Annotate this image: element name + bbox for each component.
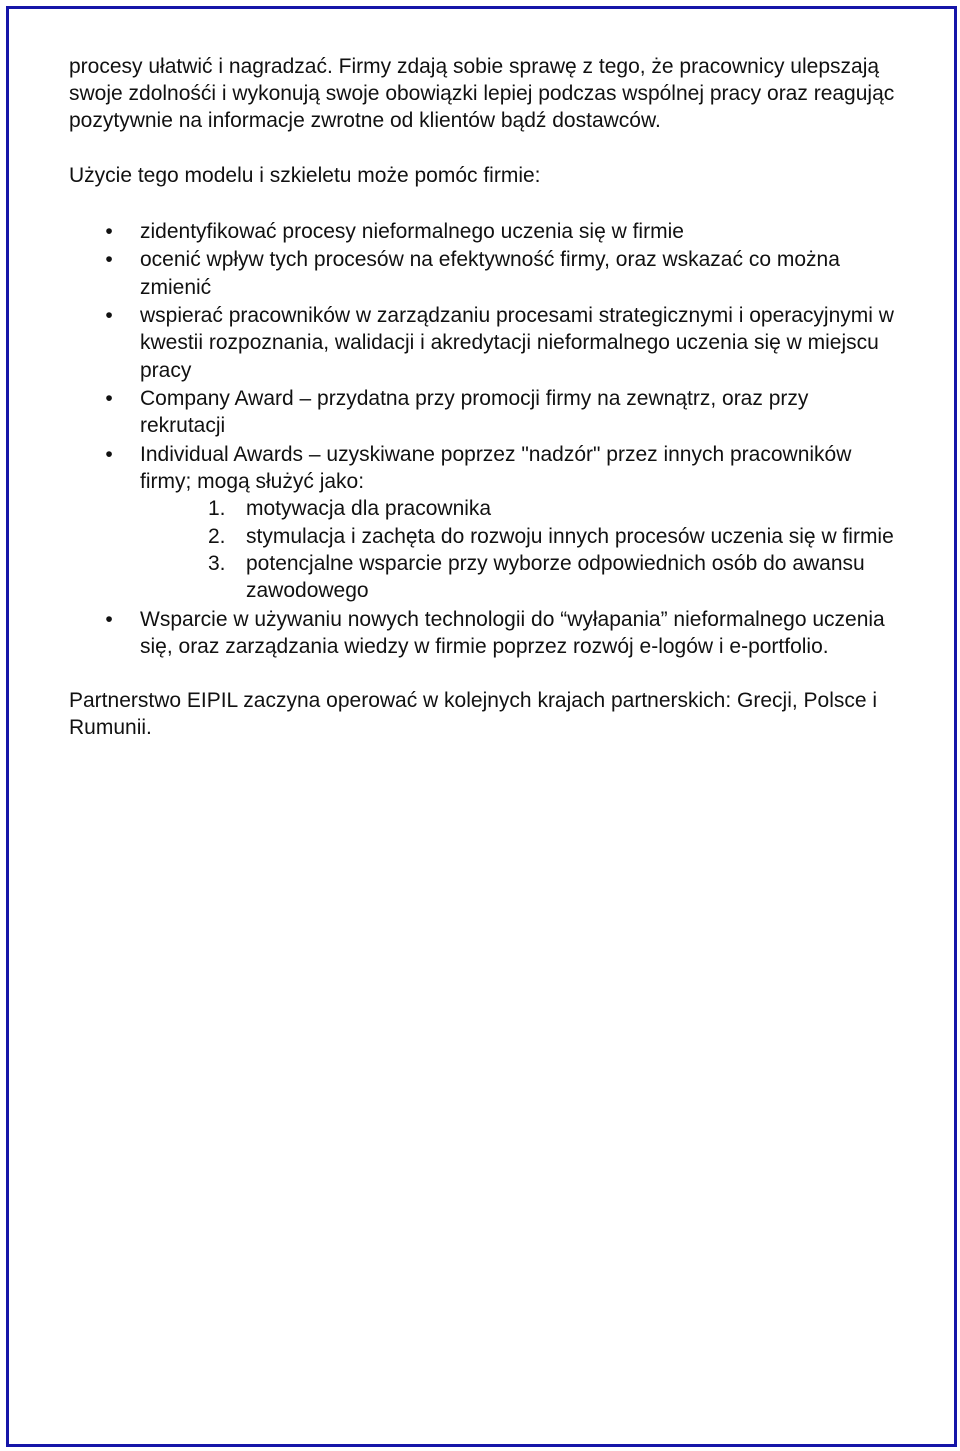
closing-paragraph: Partnerstwo EIPIL zaczyna operować w kolejnych krajach partnerskich: Grecji, Polsce i Rumunii. — [69, 689, 878, 740]
benefits-list — [69, 218, 899, 660]
list-item-text: Individual Awards – uzyskiwane poprzez "nadzór" przez innych pracowników firmy; mogą służyć jako: — [140, 443, 852, 494]
awards-uses-list — [140, 495, 899, 604]
item-number: 1. — [208, 497, 226, 521]
bullet-icon: • — [105, 443, 113, 466]
numbered-item — [140, 523, 899, 550]
list-item — [69, 441, 899, 604]
list-item-text: zidentyfikować procesy nieformalnego uczenia się w firmie — [140, 219, 684, 243]
intro-paragraph: procesy ułatwić i nagradzać. Firmy zdają sobie sprawę z tego, że pracownicy ulepszają swoje zdolnośći i wykonują swoje obowiązki lepiej podczas wspólnej pracy oraz reagując pozytywnie na informacje zwrotne od klientów bądź dostawców. — [69, 55, 895, 133]
item-number: 3. — [208, 551, 226, 575]
numbered-item-text: potencjalne wsparcie przy wyborze odpowiednich osób do awansu zawodowego — [246, 551, 865, 603]
list-item-text: Wsparcie w używaniu nowych technologii do “wyłapania” nieformalnego uczenia się, oraz zarządzania wiedzy w firmie poprzez rozwój e-logów i e-portfolio. — [140, 607, 885, 658]
list-item-text: Company Award – przydatna przy promocji firmy na zewnątrz, oraz przy rekrutacji — [140, 387, 809, 438]
bullet-icon: • — [105, 387, 113, 411]
bullet-icon: • — [105, 219, 113, 243]
list-item — [69, 246, 899, 300]
list-item-text: wspierać pracowników w zarządzaniu procesami strategicznymi i operacyjnymi w kwestii rozpoznania, walidacji i akredytacji nieformalnego uczenia się w miejscu pracy — [140, 304, 894, 382]
list-item — [69, 218, 899, 245]
model-intro-paragraph: Użycie tego modelu i szkieletu może pomóc firmie: — [69, 163, 541, 187]
list-item-text: ocenić wpływ tych procesów na efektywność firmy, oraz wskazać co można zmienić — [140, 248, 840, 299]
numbered-item-text: motywacja dla pracownika — [246, 497, 492, 521]
list-item — [69, 302, 899, 384]
document-body — [69, 53, 899, 741]
numbered-item — [140, 495, 899, 522]
numbered-item-text: stymulacja i zachęta do rozwoju innych procesów uczenia się w firmie — [246, 524, 894, 548]
list-item — [69, 385, 899, 439]
bullet-icon: • — [105, 248, 113, 272]
bullet-icon: • — [105, 304, 113, 328]
list-item — [69, 606, 899, 660]
bullet-icon: • — [105, 607, 113, 631]
item-number: 2. — [208, 524, 226, 548]
numbered-item — [140, 550, 899, 604]
